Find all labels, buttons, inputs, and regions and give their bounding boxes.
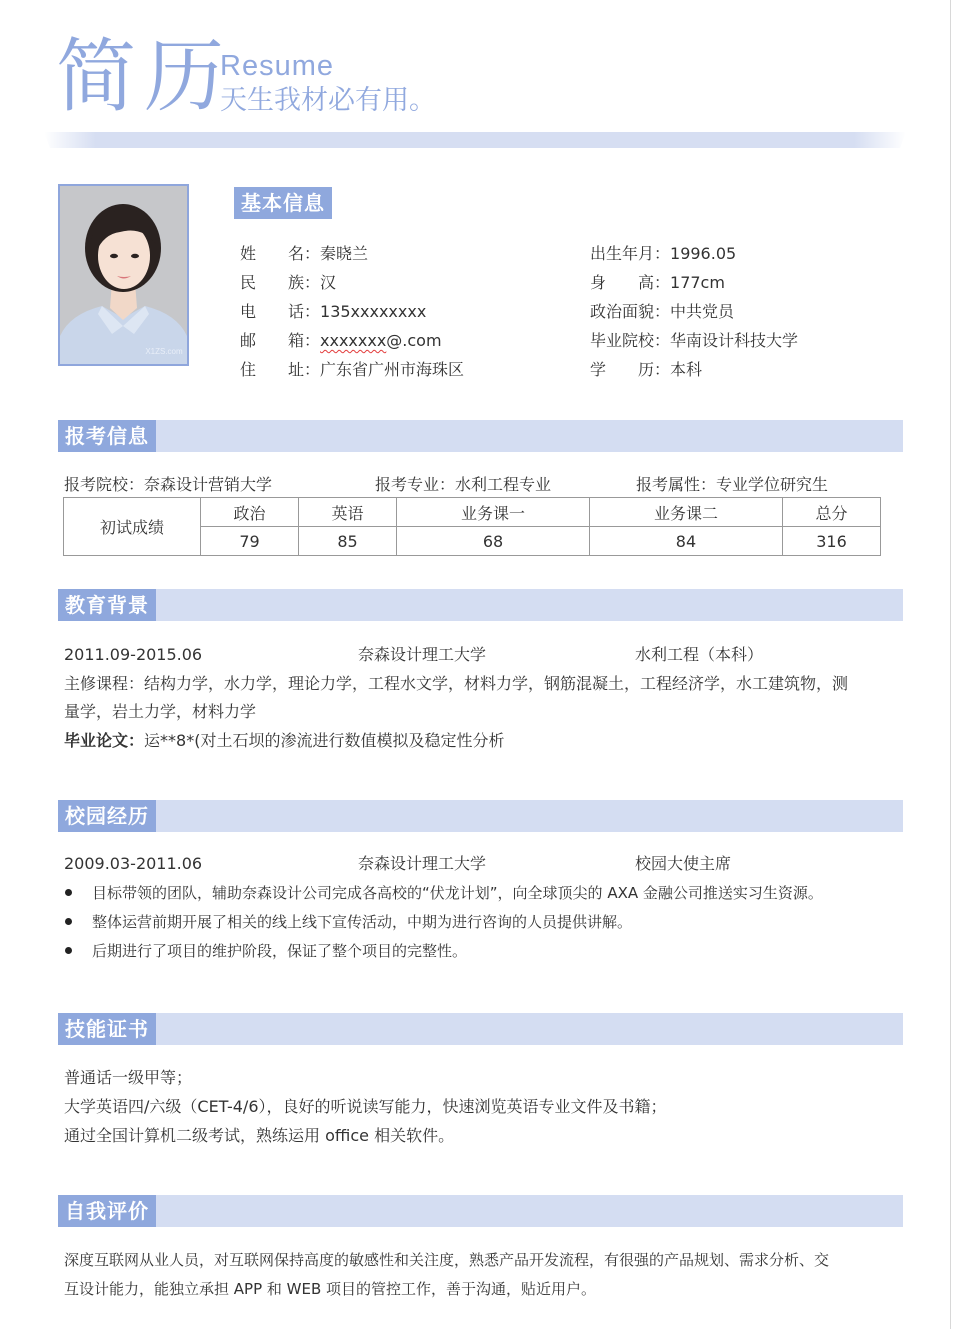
birth-row <box>590 243 736 265</box>
score-value: 68 <box>397 527 590 556</box>
section-title-campus: 校园经历 <box>58 800 156 832</box>
section-title-exam: 报考信息 <box>58 420 156 452</box>
section-title-basic: 基本信息 <box>234 187 332 219</box>
exam-school: 报考院校：奈森设计营销大学 <box>64 475 273 494</box>
politics-value: 中共党员 <box>670 302 735 321</box>
score-value: 316 <box>782 527 880 556</box>
email-user: xxxxxxx <box>320 331 387 350</box>
section-title-education: 教育背景 <box>58 589 156 621</box>
skill-line-2: 大学英语四/六级（CET-4/6），良好的听说读写能力，快速浏览英语专业文件及书籍； <box>64 1097 667 1116</box>
bullet-dot-icon <box>65 889 72 896</box>
graduate-school-value: 华南设计科技大学 <box>670 331 799 350</box>
thesis-text: 运**8*(对土石坝的渗流进行数值模拟及稳定性分析 <box>144 731 505 750</box>
campus-bullet-2: 整体运营前期开展了相关的线上线下宣传活动，中期为进行咨询的人员提供讲解。 <box>92 913 633 931</box>
email-label: 邮 箱： <box>240 331 321 350</box>
self-eval-line1: 深度互联网从业人员，对互联网保持高度的敏感性和关注度，熟悉产品开发流程，有很强的产品规划、需求分析、交 <box>64 1251 830 1269</box>
politics-label: 政治面貌： <box>590 302 671 321</box>
section-band-education <box>58 589 903 621</box>
campus-bullet-3: 后期进行了项目的维护阶段，保证了整个项目的完整性。 <box>92 942 468 960</box>
score-row-label: 初试成绩 <box>64 498 201 556</box>
height-label: 身 高： <box>590 273 671 292</box>
page-edge-line <box>950 0 951 1329</box>
campus-role: 校园大使主席 <box>635 854 732 873</box>
address-row <box>240 359 464 381</box>
section-title-self: 自我评价 <box>58 1195 156 1227</box>
resume-title-en: Resume <box>220 50 334 82</box>
section-title-skills: 技能证书 <box>58 1013 156 1045</box>
campus-bullet-1: 目标带领的团队，辅助奈森设计公司完成各高校的“伏龙计划”，向全球顶尖的 AXA 金融公司推送实习生资源。 <box>92 884 823 902</box>
campus-period: 2009.03-2011.06 <box>64 854 203 873</box>
skill-line-3: 通过全国计算机二级考试，熟练运用 office 相关软件。 <box>64 1126 455 1145</box>
phone-value: 135xxxxxxxx <box>320 302 427 321</box>
education-school: 奈森设计理工大学 <box>358 645 487 664</box>
score-table-header-row <box>64 498 881 527</box>
score-value: 84 <box>589 527 782 556</box>
score-subject: 业务课一 <box>397 498 590 527</box>
score-subject: 政治 <box>201 498 299 527</box>
self-eval-line2: 互设计能力，能独立承担 APP 和 WEB 项目的管控工作，善于沟通，贴近用户。 <box>64 1280 597 1298</box>
education-major: 水利工程（本科） <box>635 645 764 664</box>
campus-school: 奈森设计理工大学 <box>358 854 487 873</box>
birth-label: 出生年月： <box>590 244 671 263</box>
score-subject: 英语 <box>299 498 397 527</box>
score-subject: 业务课二 <box>589 498 782 527</box>
ethnicity-value: 汉 <box>320 273 337 292</box>
name-value: 秦晓兰 <box>320 244 369 263</box>
graduate-school-row <box>590 330 798 352</box>
ethnicity-row <box>240 272 336 294</box>
degree-row <box>590 359 702 381</box>
score-subject: 总分 <box>782 498 880 527</box>
thesis-label: 毕业论文： <box>64 731 145 750</box>
degree-value: 本科 <box>670 360 703 379</box>
bullet-dot-icon <box>65 947 72 954</box>
section-band-campus <box>58 800 903 832</box>
height-value: 177cm <box>670 273 725 292</box>
bullet-dot-icon <box>65 918 72 925</box>
politics-row <box>590 301 734 323</box>
portrait-icon <box>60 186 187 364</box>
birth-value: 1996.05 <box>670 244 737 263</box>
phone-label: 电 话： <box>240 302 321 321</box>
score-value: 85 <box>299 527 397 556</box>
portrait-photo <box>58 184 189 366</box>
section-band-skills <box>58 1013 903 1045</box>
resume-slogan: 天生我材必有用。 <box>220 85 436 116</box>
degree-label: 学 历： <box>590 360 671 379</box>
photo-watermark: X1ZS.com <box>145 347 183 356</box>
education-period: 2011.09-2015.06 <box>64 645 203 664</box>
name-row <box>240 243 368 265</box>
height-row <box>590 272 725 294</box>
education-courses-line2: 量学，岩土力学，材料力学 <box>64 702 257 721</box>
address-label: 住 址： <box>240 360 321 379</box>
exam-type: 报考属性：专业学位研究生 <box>636 475 829 494</box>
address-value: 广东省广州市海珠区 <box>320 360 465 379</box>
skill-line-1: 普通话一级甲等； <box>64 1068 193 1087</box>
section-band-self <box>58 1195 903 1227</box>
resume-title-cn: 简历 <box>56 30 232 123</box>
section-band-exam <box>58 420 903 452</box>
ethnicity-label: 民 族： <box>240 273 321 292</box>
score-value: 79 <box>201 527 299 556</box>
name-label: 姓 名： <box>240 244 321 263</box>
phone-row <box>240 301 426 323</box>
graduate-school-label: 毕业院校： <box>590 331 671 350</box>
header-divider-band <box>44 132 906 148</box>
education-thesis <box>64 730 504 752</box>
email-domain: @.com <box>386 331 442 350</box>
education-courses-line1: 主修课程：结构力学，水力学，理论力学，工程水文学，材料力学，钢筋混凝土，工程经济学，水工建筑物，测 <box>64 674 849 693</box>
exam-major: 报考专业：水利工程专业 <box>375 475 552 494</box>
score-table <box>63 497 881 556</box>
email-row <box>240 330 442 352</box>
